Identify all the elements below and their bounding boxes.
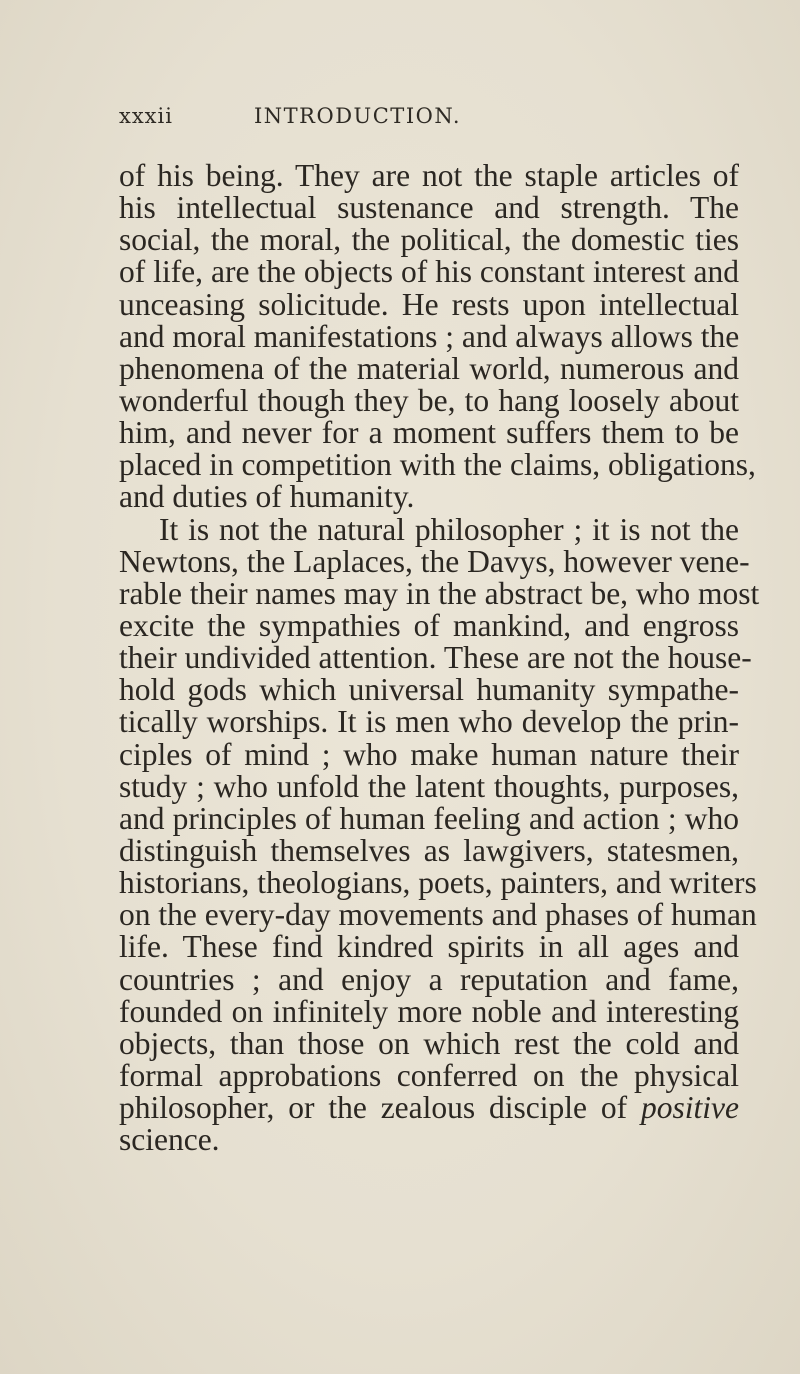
text-line: Newtons, the Laplaces, the Davys, however vene- [119,543,750,579]
text-line: and duties of humanity. [119,479,415,515]
text-line-start: philosopher, or the zealous disciple of [119,1090,628,1126]
text-line: formal approbations conferred on the physical [119,1057,739,1093]
text-line: tically worships. It is men who develop the prin- [119,704,739,740]
text-line-with-italic [119,1092,739,1124]
text-line: of life, are the objects of his constant interest and [119,254,739,290]
text-line: It is not the natural philosopher ; it is not the [159,511,739,547]
text-line: historians, theologians, poets, painters, and writers [119,865,757,901]
text-line: him, and never for a moment suffers them to be [119,415,739,451]
text-line: study ; who unfold the latent thoughts, purposes, [119,768,739,804]
text-line: rable their names may in the abstract be, who most [119,575,760,611]
text-line: of his being. They are not the staple articles of [119,158,739,193]
text-line: founded on infinitely more noble and interesting [119,993,739,1029]
page-header [119,104,759,134]
text-line: distinguish themselves as lawgivers, statesmen, [119,832,739,868]
text-line: science. [119,1122,220,1158]
text-line: placed in competition with the claims, obligations, [119,447,756,483]
text-line: objects, than those on which rest the cold and [119,1025,739,1061]
text-line: social, the moral, the political, the domestic ties [119,222,739,258]
text-line: excite the sympathies of mankind, and engross [119,607,739,643]
body-text [119,158,760,1158]
text-line: hold gods which universal humanity sympathe- [119,672,739,708]
text-line: wonderful though they be, to hang loosely about [119,382,739,418]
text-line: their undivided attention. These are not the house- [119,640,752,676]
text-line: his intellectual sustenance and strength. The [119,190,739,226]
text-line: on the every-day movements and phases of human [119,897,757,933]
text-line: life. These find kindred spirits in all ages and [119,929,739,965]
page-number: xxxii [119,104,173,128]
text-line: ciples of mind ; who make human nature their [119,736,739,772]
text-line: unceasing solicitude. He rests upon intellectual [119,286,739,322]
text-line: and principles of human feeling and action ; who [119,800,739,836]
text-line: countries ; and enjoy a reputation and fame, [119,961,739,997]
text-line: and moral manifestations ; and always allows the [119,318,740,354]
text-line: phenomena of the material world, numerous and [119,350,739,386]
italic-word: positive [641,1090,740,1126]
running-title: INTRODUCTION. [254,104,462,128]
